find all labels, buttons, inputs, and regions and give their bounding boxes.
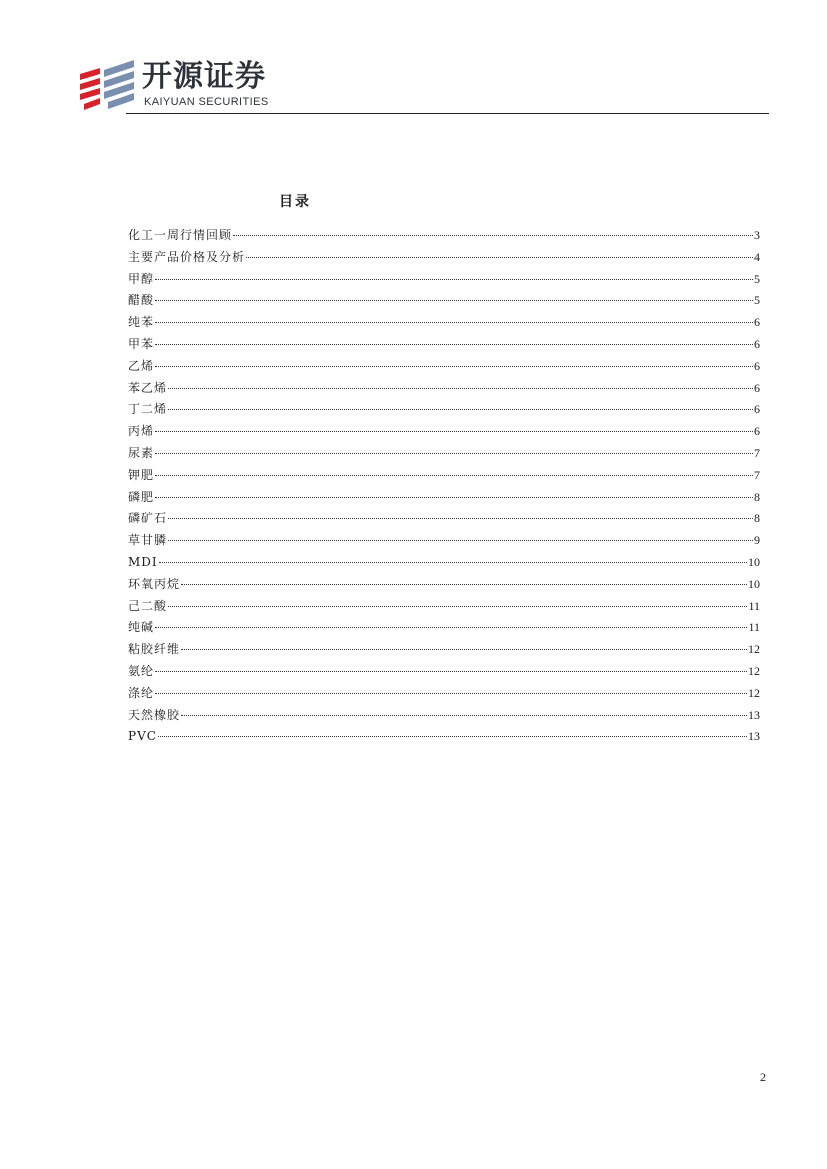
toc-entry-label[interactable]: 粘胶纤维	[128, 642, 181, 657]
toc-dot-leader	[181, 649, 747, 650]
toc-entry-page[interactable]: 12	[748, 685, 760, 700]
toc-entry[interactable]	[128, 574, 760, 596]
toc-entry-page[interactable]: 6	[754, 336, 760, 351]
toc-entry-label[interactable]: 甲醇	[128, 271, 155, 286]
toc-entry-label[interactable]: 涤纶	[128, 685, 155, 700]
toc-entry-label[interactable]: 磷矿石	[128, 511, 168, 526]
toc-entry-page[interactable]: 6	[754, 358, 760, 373]
toc-entry-label[interactable]: MDI	[128, 554, 158, 569]
toc-entry[interactable]	[128, 617, 760, 639]
toc-entry-label[interactable]: 天然橡胶	[128, 707, 181, 722]
toc-entry-page[interactable]: 11	[748, 620, 760, 635]
toc-entry-page[interactable]: 6	[754, 424, 760, 439]
toc-entry-page[interactable]: 10	[748, 554, 760, 569]
toc-dot-leader	[155, 671, 747, 672]
kaiyuan-logo-icon	[78, 60, 136, 110]
toc-entry[interactable]	[128, 530, 760, 552]
toc-entry[interactable]	[128, 487, 760, 509]
toc-dot-leader	[246, 257, 753, 258]
toc-entry[interactable]	[128, 312, 760, 334]
toc-dot-leader	[168, 518, 753, 519]
toc-dot-leader	[168, 540, 753, 541]
toc-entry-page[interactable]: 4	[754, 249, 760, 264]
toc-entry-page[interactable]: 8	[754, 489, 760, 504]
toc-entry[interactable]	[128, 399, 760, 421]
toc-dot-leader	[155, 322, 753, 323]
toc-entry-page[interactable]: 7	[754, 467, 760, 482]
toc-dot-leader	[155, 627, 747, 628]
toc-entry-page[interactable]: 9	[754, 533, 760, 548]
toc-dot-leader	[158, 736, 747, 737]
toc-entry-page[interactable]: 12	[748, 642, 760, 657]
toc-entry-page[interactable]: 13	[748, 729, 760, 744]
toc-entry[interactable]	[128, 596, 760, 618]
toc-dot-leader	[155, 344, 753, 345]
toc-entry-label[interactable]: 甲苯	[128, 336, 155, 351]
toc-entry-label[interactable]: 化工一周行情回顾	[128, 228, 233, 242]
table-of-contents	[128, 225, 760, 748]
toc-dot-leader	[233, 235, 753, 236]
toc-entry[interactable]	[128, 225, 760, 247]
toc-dot-leader	[159, 562, 747, 563]
toc-entry-label[interactable]: 磷肥	[128, 489, 155, 504]
toc-entry-page[interactable]: 7	[754, 445, 760, 460]
page-header	[78, 58, 769, 116]
toc-entry-page[interactable]: 10	[748, 576, 760, 591]
toc-entry-label[interactable]: 纯苯	[128, 315, 155, 330]
brand-name-cn: 开源证券	[142, 59, 266, 94]
toc-entry-label[interactable]: 乙烯	[128, 358, 155, 373]
toc-entry[interactable]	[128, 290, 760, 312]
toc-entry-label[interactable]: 己二酸	[128, 598, 168, 613]
header-divider	[126, 113, 769, 114]
toc-entry-page[interactable]: 5	[754, 271, 760, 286]
toc-dot-leader	[168, 388, 753, 389]
toc-entry[interactable]	[128, 421, 760, 443]
toc-dot-leader	[155, 693, 747, 694]
toc-entry-page[interactable]: 6	[754, 380, 760, 395]
toc-entry[interactable]	[128, 726, 760, 748]
toc-entry-label[interactable]: 氨纶	[128, 663, 155, 678]
toc-entry[interactable]	[128, 465, 760, 487]
toc-entry-label[interactable]: 主要产品价格及分析	[128, 249, 246, 264]
toc-entry[interactable]	[128, 639, 760, 661]
toc-entry-label[interactable]: 钾肥	[128, 467, 155, 482]
toc-entry-label[interactable]: 尿素	[128, 445, 155, 460]
toc-entry-page[interactable]: 5	[754, 293, 760, 308]
toc-entry-label[interactable]: PVC	[128, 729, 157, 744]
toc-dot-leader	[155, 300, 753, 301]
brand-name-en: KAIYUAN SECURITIES	[144, 96, 269, 108]
toc-entry-page[interactable]: 13	[748, 707, 760, 722]
toc-entry[interactable]	[128, 661, 760, 683]
toc-dot-leader	[155, 279, 753, 280]
toc-dot-leader	[155, 453, 753, 454]
toc-dot-leader	[155, 431, 753, 432]
toc-dot-leader	[181, 584, 747, 585]
toc-dot-leader	[168, 606, 747, 607]
toc-entry-label[interactable]: 纯碱	[128, 620, 155, 635]
toc-entry-label[interactable]: 苯乙烯	[128, 380, 168, 395]
toc-entry-label[interactable]: 草甘膦	[128, 533, 168, 548]
toc-entry[interactable]	[128, 443, 760, 465]
toc-entry[interactable]	[128, 356, 760, 378]
toc-entry[interactable]	[128, 378, 760, 400]
toc-entry[interactable]	[128, 269, 760, 291]
toc-title: 目录	[279, 194, 311, 210]
toc-entry-page[interactable]: 3	[754, 228, 760, 242]
toc-entry-page[interactable]: 6	[754, 402, 760, 417]
toc-entry-page[interactable]: 8	[754, 511, 760, 526]
page-number: 2	[760, 1070, 766, 1084]
toc-entry-page[interactable]: 12	[748, 663, 760, 678]
toc-dot-leader	[155, 497, 753, 498]
toc-entry-page[interactable]: 11	[748, 598, 760, 613]
toc-dot-leader	[155, 366, 753, 367]
toc-dot-leader	[155, 475, 753, 476]
toc-entry[interactable]	[128, 334, 760, 356]
toc-entry-label[interactable]: 环氧丙烷	[128, 576, 181, 591]
toc-entry-label[interactable]: 丁二烯	[128, 402, 168, 417]
toc-entry-label[interactable]: 醋酸	[128, 293, 155, 308]
toc-dot-leader	[168, 409, 753, 410]
toc-entry[interactable]	[128, 508, 760, 530]
toc-entry[interactable]	[128, 705, 760, 727]
toc-entry[interactable]	[128, 683, 760, 705]
toc-entry-label[interactable]: 丙烯	[128, 424, 155, 439]
toc-entry-page[interactable]: 6	[754, 315, 760, 330]
toc-dot-leader	[181, 715, 747, 716]
toc-entry[interactable]	[128, 247, 760, 269]
toc-entry[interactable]	[128, 552, 760, 574]
